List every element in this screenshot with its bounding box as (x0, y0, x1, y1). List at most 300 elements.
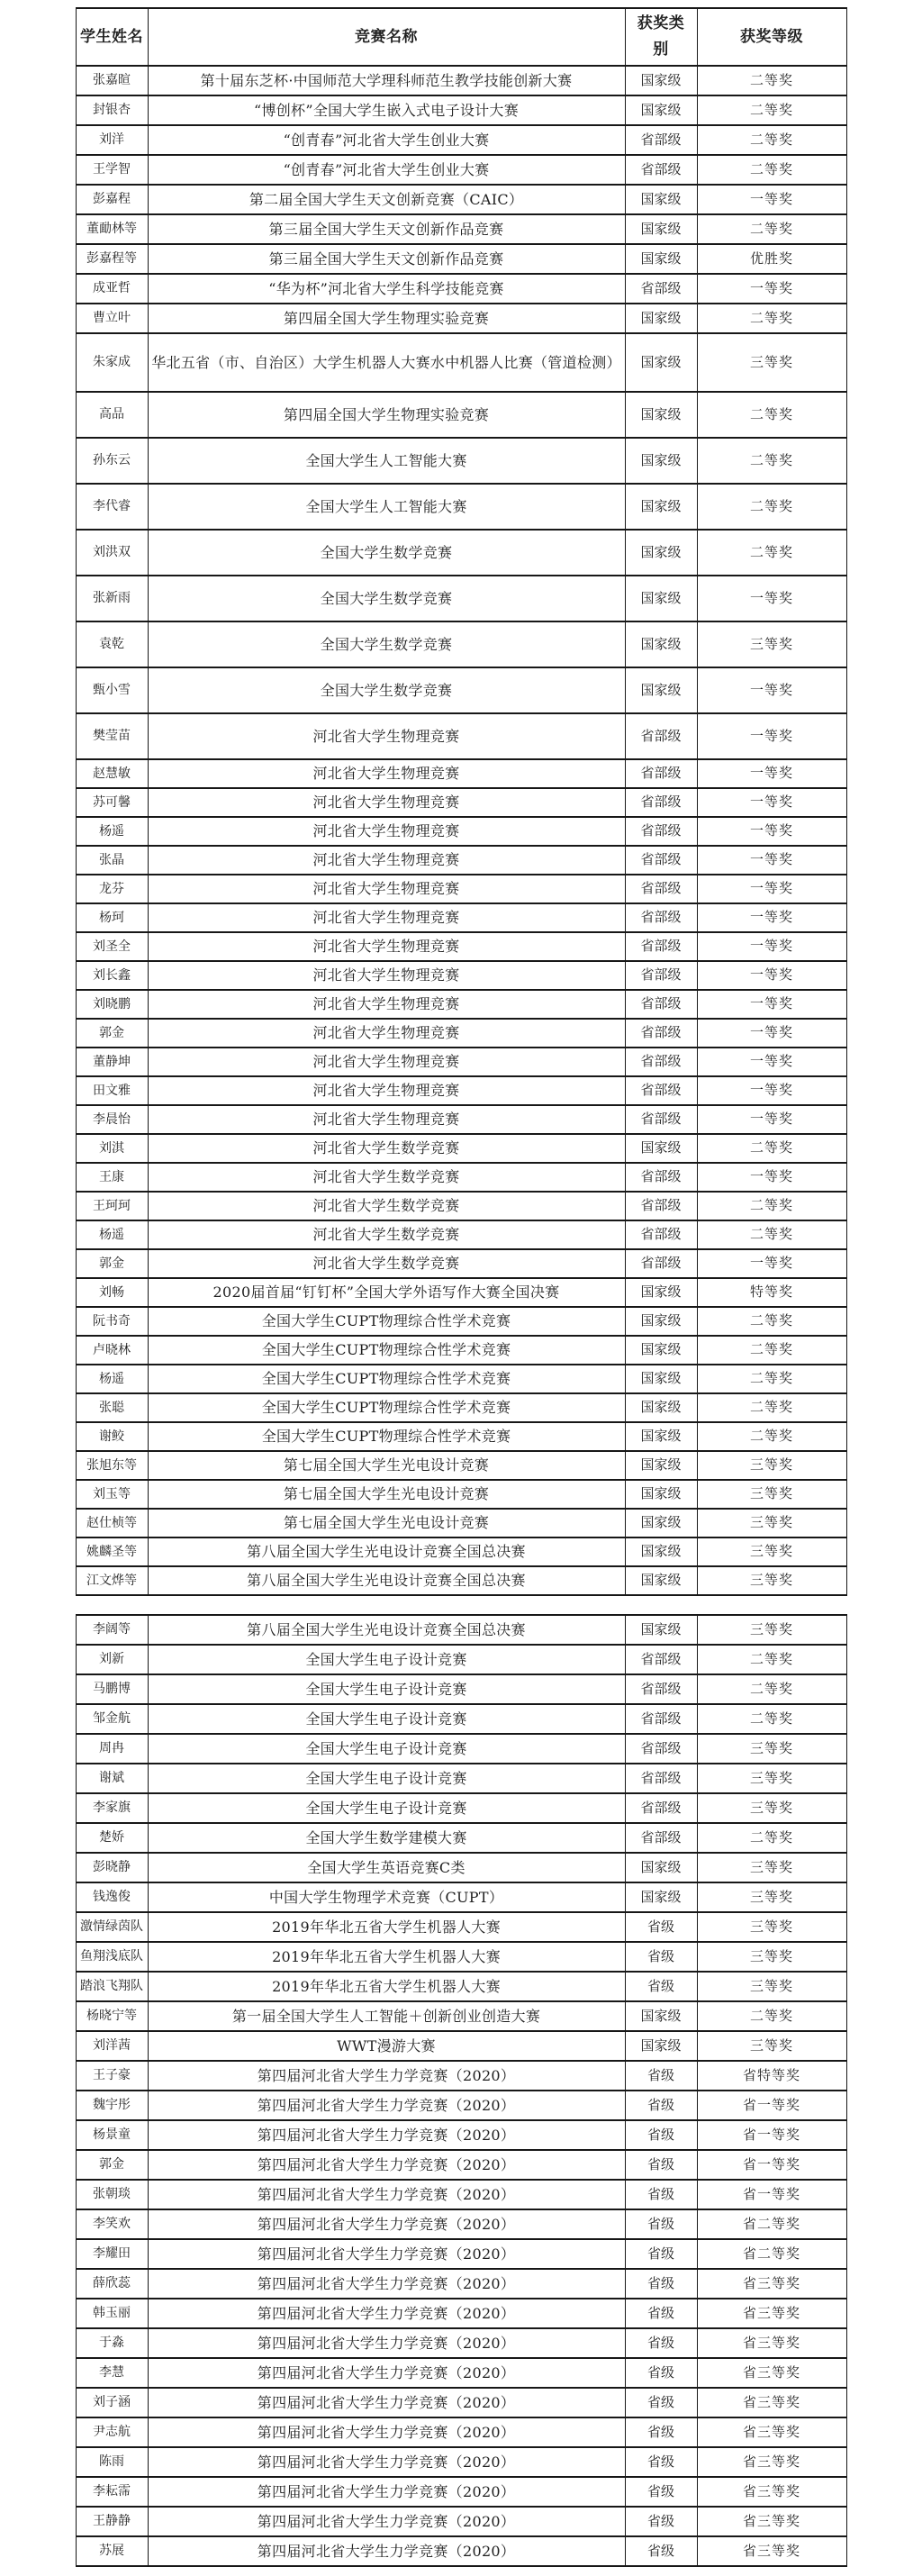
competition-name-cell: 第一届全国大学生人工智能＋创新创业创造大赛 (148, 2001, 625, 2031)
award-level-cell: 省三等奖 (697, 2447, 846, 2477)
award-level-cell: 省二等奖 (697, 2239, 846, 2269)
award-category-cell: 省部级 (625, 1734, 697, 1764)
award-level-cell: 省一等奖 (697, 2180, 846, 2209)
competition-name-cell: 河北省大学生物理竞赛 (148, 817, 625, 846)
competition-name-cell: 第四届河北省大学生力学竞赛（2020） (148, 2091, 625, 2120)
award-category-cell: 国家级 (625, 2001, 697, 2031)
award-level-cell: 省三等奖 (697, 2358, 846, 2388)
award-level-cell: 一等奖 (697, 1048, 846, 1076)
table-row (76, 1163, 846, 1192)
competition-name-cell: 全国大学生数学竞赛 (148, 621, 625, 667)
award-category-cell: 省部级 (625, 1076, 697, 1105)
award-category-cell: 省部级 (625, 1645, 697, 1674)
award-level-cell: 二等奖 (697, 1823, 846, 1853)
student-name-cell: 李耘霈 (76, 2477, 148, 2507)
award-category-cell: 国家级 (625, 1615, 697, 1645)
award-category-cell: 国家级 (625, 1882, 697, 1912)
competition-name-cell: 全国大学生电子设计竞赛 (148, 1674, 625, 1704)
student-name-cell: 钱逸俊 (76, 1882, 148, 1912)
table-row (76, 2358, 846, 2388)
award-level-cell: 二等奖 (697, 2001, 846, 2031)
award-level-cell: 二等奖 (697, 66, 846, 95)
award-category-cell: 省部级 (625, 1249, 697, 1278)
student-name-cell: 杨晓宁等 (76, 2001, 148, 2031)
award-level-cell: 二等奖 (697, 1674, 846, 1704)
award-level-cell: 省三等奖 (697, 2388, 846, 2417)
table-row (76, 1764, 846, 1793)
student-name-cell: 董静坤 (76, 1048, 148, 1076)
award-category-cell: 国家级 (625, 1336, 697, 1365)
award-category-cell: 国家级 (625, 95, 697, 125)
award-category-cell: 省级 (625, 2328, 697, 2358)
table-row (76, 185, 846, 214)
table-row (76, 1537, 846, 1566)
competition-name-cell: 第二届全国大学生天文创新竞赛（CAIC） (148, 185, 625, 214)
competition-name-cell: 第四届河北省大学生力学竞赛（2020） (148, 2417, 625, 2447)
award-level-cell: 三等奖 (697, 1764, 846, 1793)
student-name-cell: 杨遥 (76, 817, 148, 846)
award-category-cell: 省级 (625, 1972, 697, 2001)
award-category-cell: 省级 (625, 2239, 697, 2269)
competition-name-cell: 河北省大学生物理竞赛 (148, 875, 625, 903)
award-level-cell: 三等奖 (697, 1853, 846, 1882)
award-level-cell: 一等奖 (697, 932, 846, 961)
table-row (76, 1566, 846, 1595)
student-name-cell: 周冉 (76, 1734, 148, 1764)
student-name-cell: 杨遥 (76, 1220, 148, 1249)
student-name-cell: 王子豪 (76, 2061, 148, 2091)
table-row (76, 2209, 846, 2239)
student-name-cell: 成亚哲 (76, 274, 148, 304)
table-row (76, 2031, 846, 2061)
table-row (76, 1704, 846, 1734)
award-level-cell: 三等奖 (697, 2031, 846, 2061)
table-row (76, 1674, 846, 1704)
awards-table-continued (76, 1614, 847, 2567)
competition-name-cell: 第四届河北省大学生力学竞赛（2020） (148, 2507, 625, 2536)
table-row (76, 713, 846, 759)
award-category-cell: 省级 (625, 2447, 697, 2477)
award-category-cell: 省部级 (625, 125, 697, 155)
award-category-cell: 国家级 (625, 438, 697, 484)
award-category-cell: 省部级 (625, 1704, 697, 1734)
table-row (76, 438, 846, 484)
student-name-cell: 刘长鑫 (76, 961, 148, 990)
award-level-cell: 省一等奖 (697, 2120, 846, 2150)
table-row (76, 1249, 846, 1278)
award-level-cell: 二等奖 (697, 1645, 846, 1674)
award-category-cell: 国家级 (625, 185, 697, 214)
competition-name-cell: “华为杯”河北省大学生科学技能竞赛 (148, 274, 625, 304)
award-category-cell: 省级 (625, 2388, 697, 2417)
competition-name-cell: 全国大学生数学竞赛 (148, 530, 625, 576)
award-level-cell: 三等奖 (697, 1566, 846, 1595)
student-name-cell: 刘圣全 (76, 932, 148, 961)
competition-name-cell: 河北省大学生数学竞赛 (148, 1134, 625, 1163)
table-row (76, 1645, 846, 1674)
award-level-cell: 二等奖 (697, 1336, 846, 1365)
competition-name-cell: 第四届河北省大学生力学竞赛（2020） (148, 2239, 625, 2269)
competition-name-cell: 河北省大学生物理竞赛 (148, 903, 625, 932)
award-category-cell: 省部级 (625, 961, 697, 990)
student-name-cell: 张新雨 (76, 576, 148, 621)
table-header (76, 8, 846, 66)
award-category-cell: 省部级 (625, 1823, 697, 1853)
student-name-cell: 刘新 (76, 1645, 148, 1674)
award-level-cell: 二等奖 (697, 214, 846, 244)
competition-name-cell: 河北省大学生物理竞赛 (148, 1019, 625, 1048)
competition-name-cell: 全国大学生数学建模大赛 (148, 1823, 625, 1853)
award-level-cell: 一等奖 (697, 274, 846, 304)
student-name-cell: 尹志航 (76, 2417, 148, 2447)
student-name-cell: 彭晓静 (76, 1853, 148, 1882)
student-name-cell: 董勔林等 (76, 214, 148, 244)
award-level-cell: 二等奖 (697, 95, 846, 125)
student-name-cell: 李晨怡 (76, 1105, 148, 1134)
competition-name-cell: 第四届河北省大学生力学竞赛（2020） (148, 2269, 625, 2299)
table-row (76, 2001, 846, 2031)
competition-name-cell: “博创杯”全国大学生嵌入式电子设计大赛 (148, 95, 625, 125)
student-name-cell: 陈雨 (76, 2447, 148, 2477)
student-name-cell: 踏浪飞翔队 (76, 1972, 148, 2001)
table-row (76, 1220, 846, 1249)
award-level-cell: 一等奖 (697, 817, 846, 846)
table-row (76, 759, 846, 788)
award-level-cell: 特等奖 (697, 1278, 846, 1307)
student-name-cell: 激情绿茵队 (76, 1912, 148, 1942)
table-row (76, 1192, 846, 1220)
award-category-cell: 省部级 (625, 759, 697, 788)
award-category-cell: 省部级 (625, 1048, 697, 1076)
award-level-cell: 一等奖 (697, 1076, 846, 1105)
table-row (76, 214, 846, 244)
award-level-cell: 省一等奖 (697, 2150, 846, 2180)
competition-name-cell: 全国大学生CUPT物理综合性学术竞赛 (148, 1393, 625, 1422)
award-level-cell: 二等奖 (697, 1704, 846, 1734)
column-header-level: 获奖等级 (697, 8, 846, 66)
award-level-cell: 一等奖 (697, 759, 846, 788)
competition-name-cell: “创青春”河北省大学生创业大赛 (148, 125, 625, 155)
competition-name-cell: 第八届全国大学生光电设计竞赛全国总决赛 (148, 1566, 625, 1595)
table-row (76, 846, 846, 875)
student-name-cell: 张旭东等 (76, 1451, 148, 1480)
award-category-cell: 省部级 (625, 1019, 697, 1048)
award-category-cell: 省级 (625, 2091, 697, 2120)
table-row (76, 2150, 846, 2180)
award-level-cell: 省三等奖 (697, 2507, 846, 2536)
table-row (76, 1451, 846, 1480)
award-level-cell: 一等奖 (697, 961, 846, 990)
student-name-cell: 卢晓林 (76, 1336, 148, 1365)
competition-name-cell: 全国大学生数学竞赛 (148, 576, 625, 621)
award-level-cell: 一等奖 (697, 1105, 846, 1134)
competition-name-cell: 第四届河北省大学生力学竞赛（2020） (148, 2536, 625, 2566)
competition-name-cell: 河北省大学生物理竞赛 (148, 1105, 625, 1134)
table-row (76, 961, 846, 990)
student-name-cell: 李慧 (76, 2358, 148, 2388)
award-category-cell: 省级 (625, 2477, 697, 2507)
table-row (76, 392, 846, 438)
award-category-cell: 国家级 (625, 621, 697, 667)
student-name-cell: 杨景童 (76, 2120, 148, 2150)
award-category-cell: 国家级 (625, 66, 697, 95)
award-level-cell: 二等奖 (697, 1220, 846, 1249)
table-row (76, 576, 846, 621)
student-name-cell: 郭金 (76, 1019, 148, 1048)
competition-name-cell: 全国大学生电子设计竞赛 (148, 1704, 625, 1734)
student-name-cell: 孙东云 (76, 438, 148, 484)
competition-name-cell: 河北省大学生数学竞赛 (148, 1192, 625, 1220)
table-row (76, 1278, 846, 1307)
competition-name-cell: 河北省大学生数学竞赛 (148, 1220, 625, 1249)
award-category-cell: 省部级 (625, 274, 697, 304)
award-level-cell: 一等奖 (697, 1249, 846, 1278)
competition-name-cell: 河北省大学生物理竞赛 (148, 713, 625, 759)
award-level-cell: 三等奖 (697, 1972, 846, 2001)
award-level-cell: 三等奖 (697, 1615, 846, 1645)
student-name-cell: 张嘉暄 (76, 66, 148, 95)
award-level-cell: 二等奖 (697, 1307, 846, 1336)
competition-name-cell: 河北省大学生物理竞赛 (148, 759, 625, 788)
student-name-cell: 曹立叶 (76, 304, 148, 333)
award-category-cell: 省级 (625, 2209, 697, 2239)
student-name-cell: 田文雅 (76, 1076, 148, 1105)
competition-name-cell: 河北省大学生数学竞赛 (148, 1249, 625, 1278)
table-row (76, 1076, 846, 1105)
competition-name-cell: 2020届首届“钉钉杯”全国大学外语写作大赛全国决赛 (148, 1278, 625, 1307)
table-row (76, 1853, 846, 1882)
table-row (76, 1393, 846, 1422)
award-level-cell: 一等奖 (697, 1019, 846, 1048)
student-name-cell: 邹金航 (76, 1704, 148, 1734)
award-level-cell: 三等奖 (697, 1942, 846, 1972)
award-category-cell: 国家级 (625, 484, 697, 530)
award-category-cell: 国家级 (625, 1853, 697, 1882)
competition-name-cell: 第八届全国大学生光电设计竞赛全国总决赛 (148, 1615, 625, 1645)
table-row (76, 1793, 846, 1823)
award-category-cell: 国家级 (625, 1278, 697, 1307)
student-name-cell: 朱家成 (76, 333, 148, 392)
award-level-cell: 二等奖 (697, 438, 846, 484)
table-row (76, 1019, 846, 1048)
award-category-cell: 省部级 (625, 155, 697, 185)
competition-name-cell: 全国大学生人工智能大赛 (148, 484, 625, 530)
award-category-cell: 国家级 (625, 214, 697, 244)
competition-name-cell: 河北省大学生物理竞赛 (148, 1076, 625, 1105)
competition-name-cell: 河北省大学生物理竞赛 (148, 932, 625, 961)
award-category-cell: 国家级 (625, 1537, 697, 1566)
table-row (76, 484, 846, 530)
student-name-cell: 王珂珂 (76, 1192, 148, 1220)
award-category-cell: 国家级 (625, 392, 697, 438)
table-row (76, 1307, 846, 1336)
student-name-cell: 鱼翔浅底队 (76, 1942, 148, 1972)
competition-name-cell: 第四届河北省大学生力学竞赛（2020） (148, 2299, 625, 2328)
award-category-cell: 国家级 (625, 1566, 697, 1595)
student-name-cell: 李笑欢 (76, 2209, 148, 2239)
student-name-cell: 姚麟圣等 (76, 1537, 148, 1566)
table-row (76, 875, 846, 903)
competition-name-cell: 第四届河北省大学生力学竞赛（2020） (148, 2061, 625, 2091)
student-name-cell: 江文烨等 (76, 1566, 148, 1595)
table-row (76, 1134, 846, 1163)
student-name-cell: 王学智 (76, 155, 148, 185)
table-row (76, 817, 846, 846)
award-category-cell: 省级 (625, 2120, 697, 2150)
award-category-cell: 国家级 (625, 1365, 697, 1393)
table-row (76, 1615, 846, 1645)
student-name-cell: 杨珂 (76, 903, 148, 932)
award-level-cell: 二等奖 (697, 155, 846, 185)
award-category-cell: 省级 (625, 2299, 697, 2328)
award-category-cell: 省部级 (625, 713, 697, 759)
student-name-cell: 郭金 (76, 1249, 148, 1278)
award-level-cell: 二等奖 (697, 304, 846, 333)
award-level-cell: 优胜奖 (697, 244, 846, 274)
student-name-cell: 赵仕桢等 (76, 1509, 148, 1537)
award-category-cell: 省部级 (625, 788, 697, 817)
award-category-cell: 省部级 (625, 903, 697, 932)
award-level-cell: 省二等奖 (697, 2209, 846, 2239)
award-level-cell: 三等奖 (697, 1912, 846, 1942)
competition-name-cell: 第八届全国大学生光电设计竞赛全国总决赛 (148, 1537, 625, 1566)
competition-name-cell: 第十届东芝杯·中国师范大学理科师范生教学技能创新大赛 (148, 66, 625, 95)
student-name-cell: 王康 (76, 1163, 148, 1192)
table-row (76, 2328, 846, 2358)
table-row (76, 1942, 846, 1972)
competition-name-cell: 第四届河北省大学生力学竞赛（2020） (148, 2358, 625, 2388)
table-gap (0, 1596, 922, 1614)
table-row (76, 125, 846, 155)
competition-name-cell: 河北省大学生物理竞赛 (148, 961, 625, 990)
student-name-cell: 王静静 (76, 2507, 148, 2536)
award-level-cell: 三等奖 (697, 1509, 846, 1537)
award-category-cell: 省级 (625, 2180, 697, 2209)
competition-name-cell: 2019年华北五省大学生机器人大赛 (148, 1942, 625, 1972)
student-name-cell: 刘晓鹏 (76, 990, 148, 1019)
student-name-cell: 赵慧敏 (76, 759, 148, 788)
award-level-cell: 一等奖 (697, 185, 846, 214)
competition-name-cell: 全国大学生CUPT物理综合性学术竞赛 (148, 1422, 625, 1451)
competition-name-cell: 第七届全国大学生光电设计竞赛 (148, 1451, 625, 1480)
award-level-cell: 一等奖 (697, 990, 846, 1019)
student-name-cell: 彭嘉程等 (76, 244, 148, 274)
competition-name-cell: 第四届全国大学生物理实验竞赛 (148, 392, 625, 438)
awards-table-primary (76, 7, 847, 1596)
award-level-cell: 二等奖 (697, 1192, 846, 1220)
student-name-cell: 甄小雪 (76, 667, 148, 713)
table-row (76, 2299, 846, 2328)
award-category-cell: 国家级 (625, 304, 697, 333)
award-level-cell: 二等奖 (697, 125, 846, 155)
table-row (76, 333, 846, 392)
competition-name-cell: 第四届河北省大学生力学竞赛（2020） (148, 2328, 625, 2358)
student-name-cell: 张朝琰 (76, 2180, 148, 2209)
award-level-cell: 三等奖 (697, 1537, 846, 1566)
student-name-cell: 李耀田 (76, 2239, 148, 2269)
table-row (76, 1048, 846, 1076)
award-level-cell: 一等奖 (697, 788, 846, 817)
table-row (76, 1882, 846, 1912)
award-category-cell: 国家级 (625, 1422, 697, 1451)
award-category-cell: 国家级 (625, 1134, 697, 1163)
student-name-cell: 李家旗 (76, 1793, 148, 1823)
award-level-cell: 二等奖 (697, 1365, 846, 1393)
award-level-cell: 一等奖 (697, 846, 846, 875)
award-level-cell: 省三等奖 (697, 2477, 846, 2507)
competition-name-cell: 全国大学生电子设计竞赛 (148, 1793, 625, 1823)
award-category-cell: 省级 (625, 2417, 697, 2447)
competition-name-cell: 第七届全国大学生光电设计竞赛 (148, 1509, 625, 1537)
award-category-cell: 国家级 (625, 244, 697, 274)
award-category-cell: 省部级 (625, 1192, 697, 1220)
table-row (76, 274, 846, 304)
award-category-cell: 国家级 (625, 667, 697, 713)
award-level-cell: 省三等奖 (697, 2269, 846, 2299)
award-category-cell: 国家级 (625, 2031, 697, 2061)
award-level-cell: 一等奖 (697, 713, 846, 759)
award-level-cell: 三等奖 (697, 1451, 846, 1480)
student-name-cell: 龙芬 (76, 875, 148, 903)
award-category-cell: 省级 (625, 2507, 697, 2536)
award-category-cell: 国家级 (625, 1393, 697, 1422)
student-name-cell: 刘玉等 (76, 1480, 148, 1509)
table-row (76, 1734, 846, 1764)
award-category-cell: 省部级 (625, 1764, 697, 1793)
award-level-cell: 二等奖 (697, 530, 846, 576)
award-level-cell: 省三等奖 (697, 2417, 846, 2447)
student-name-cell: 阮书奇 (76, 1307, 148, 1336)
table-row (76, 1365, 846, 1393)
student-name-cell: 张聪 (76, 1393, 148, 1422)
competition-name-cell: 第四届河北省大学生力学竞赛（2020） (148, 2447, 625, 2477)
table-row (76, 1336, 846, 1365)
table-row (76, 2061, 846, 2091)
award-level-cell: 一等奖 (697, 875, 846, 903)
award-category-cell: 国家级 (625, 1480, 697, 1509)
table-row (76, 2536, 846, 2566)
student-name-cell: 刘子涵 (76, 2388, 148, 2417)
award-level-cell: 三等奖 (697, 333, 846, 392)
table-row (76, 2447, 846, 2477)
award-category-cell: 国家级 (625, 1451, 697, 1480)
award-level-cell: 三等奖 (697, 1793, 846, 1823)
award-category-cell: 省部级 (625, 875, 697, 903)
award-category-cell: 省部级 (625, 1163, 697, 1192)
competition-name-cell: 第七届全国大学生光电设计竞赛 (148, 1480, 625, 1509)
award-category-cell: 省部级 (625, 1105, 697, 1134)
competition-name-cell: 第四届河北省大学生力学竞赛（2020） (148, 2477, 625, 2507)
award-category-cell: 国家级 (625, 333, 697, 392)
student-name-cell: 刘畅 (76, 1278, 148, 1307)
competition-name-cell: 全国大学生英语竞赛C类 (148, 1853, 625, 1882)
competition-name-cell: WWT漫游大赛 (148, 2031, 625, 2061)
student-name-cell: 彭嘉程 (76, 185, 148, 214)
table-row (76, 1480, 846, 1509)
award-level-cell: 二等奖 (697, 1393, 846, 1422)
competition-name-cell: 第四届全国大学生物理实验竞赛 (148, 304, 625, 333)
competition-name-cell: 第三届全国大学生天文创新作品竞赛 (148, 214, 625, 244)
competition-name-cell: 全国大学生CUPT物理综合性学术竞赛 (148, 1307, 625, 1336)
student-name-cell: 樊莹苗 (76, 713, 148, 759)
student-name-cell: 郭金 (76, 2150, 148, 2180)
column-header-student: 学生姓名 (76, 8, 148, 66)
table-row (76, 990, 846, 1019)
student-name-cell: 刘淇 (76, 1134, 148, 1163)
student-name-cell: 楚娇 (76, 1823, 148, 1853)
student-name-cell: 马鹏博 (76, 1674, 148, 1704)
student-name-cell: 李代睿 (76, 484, 148, 530)
